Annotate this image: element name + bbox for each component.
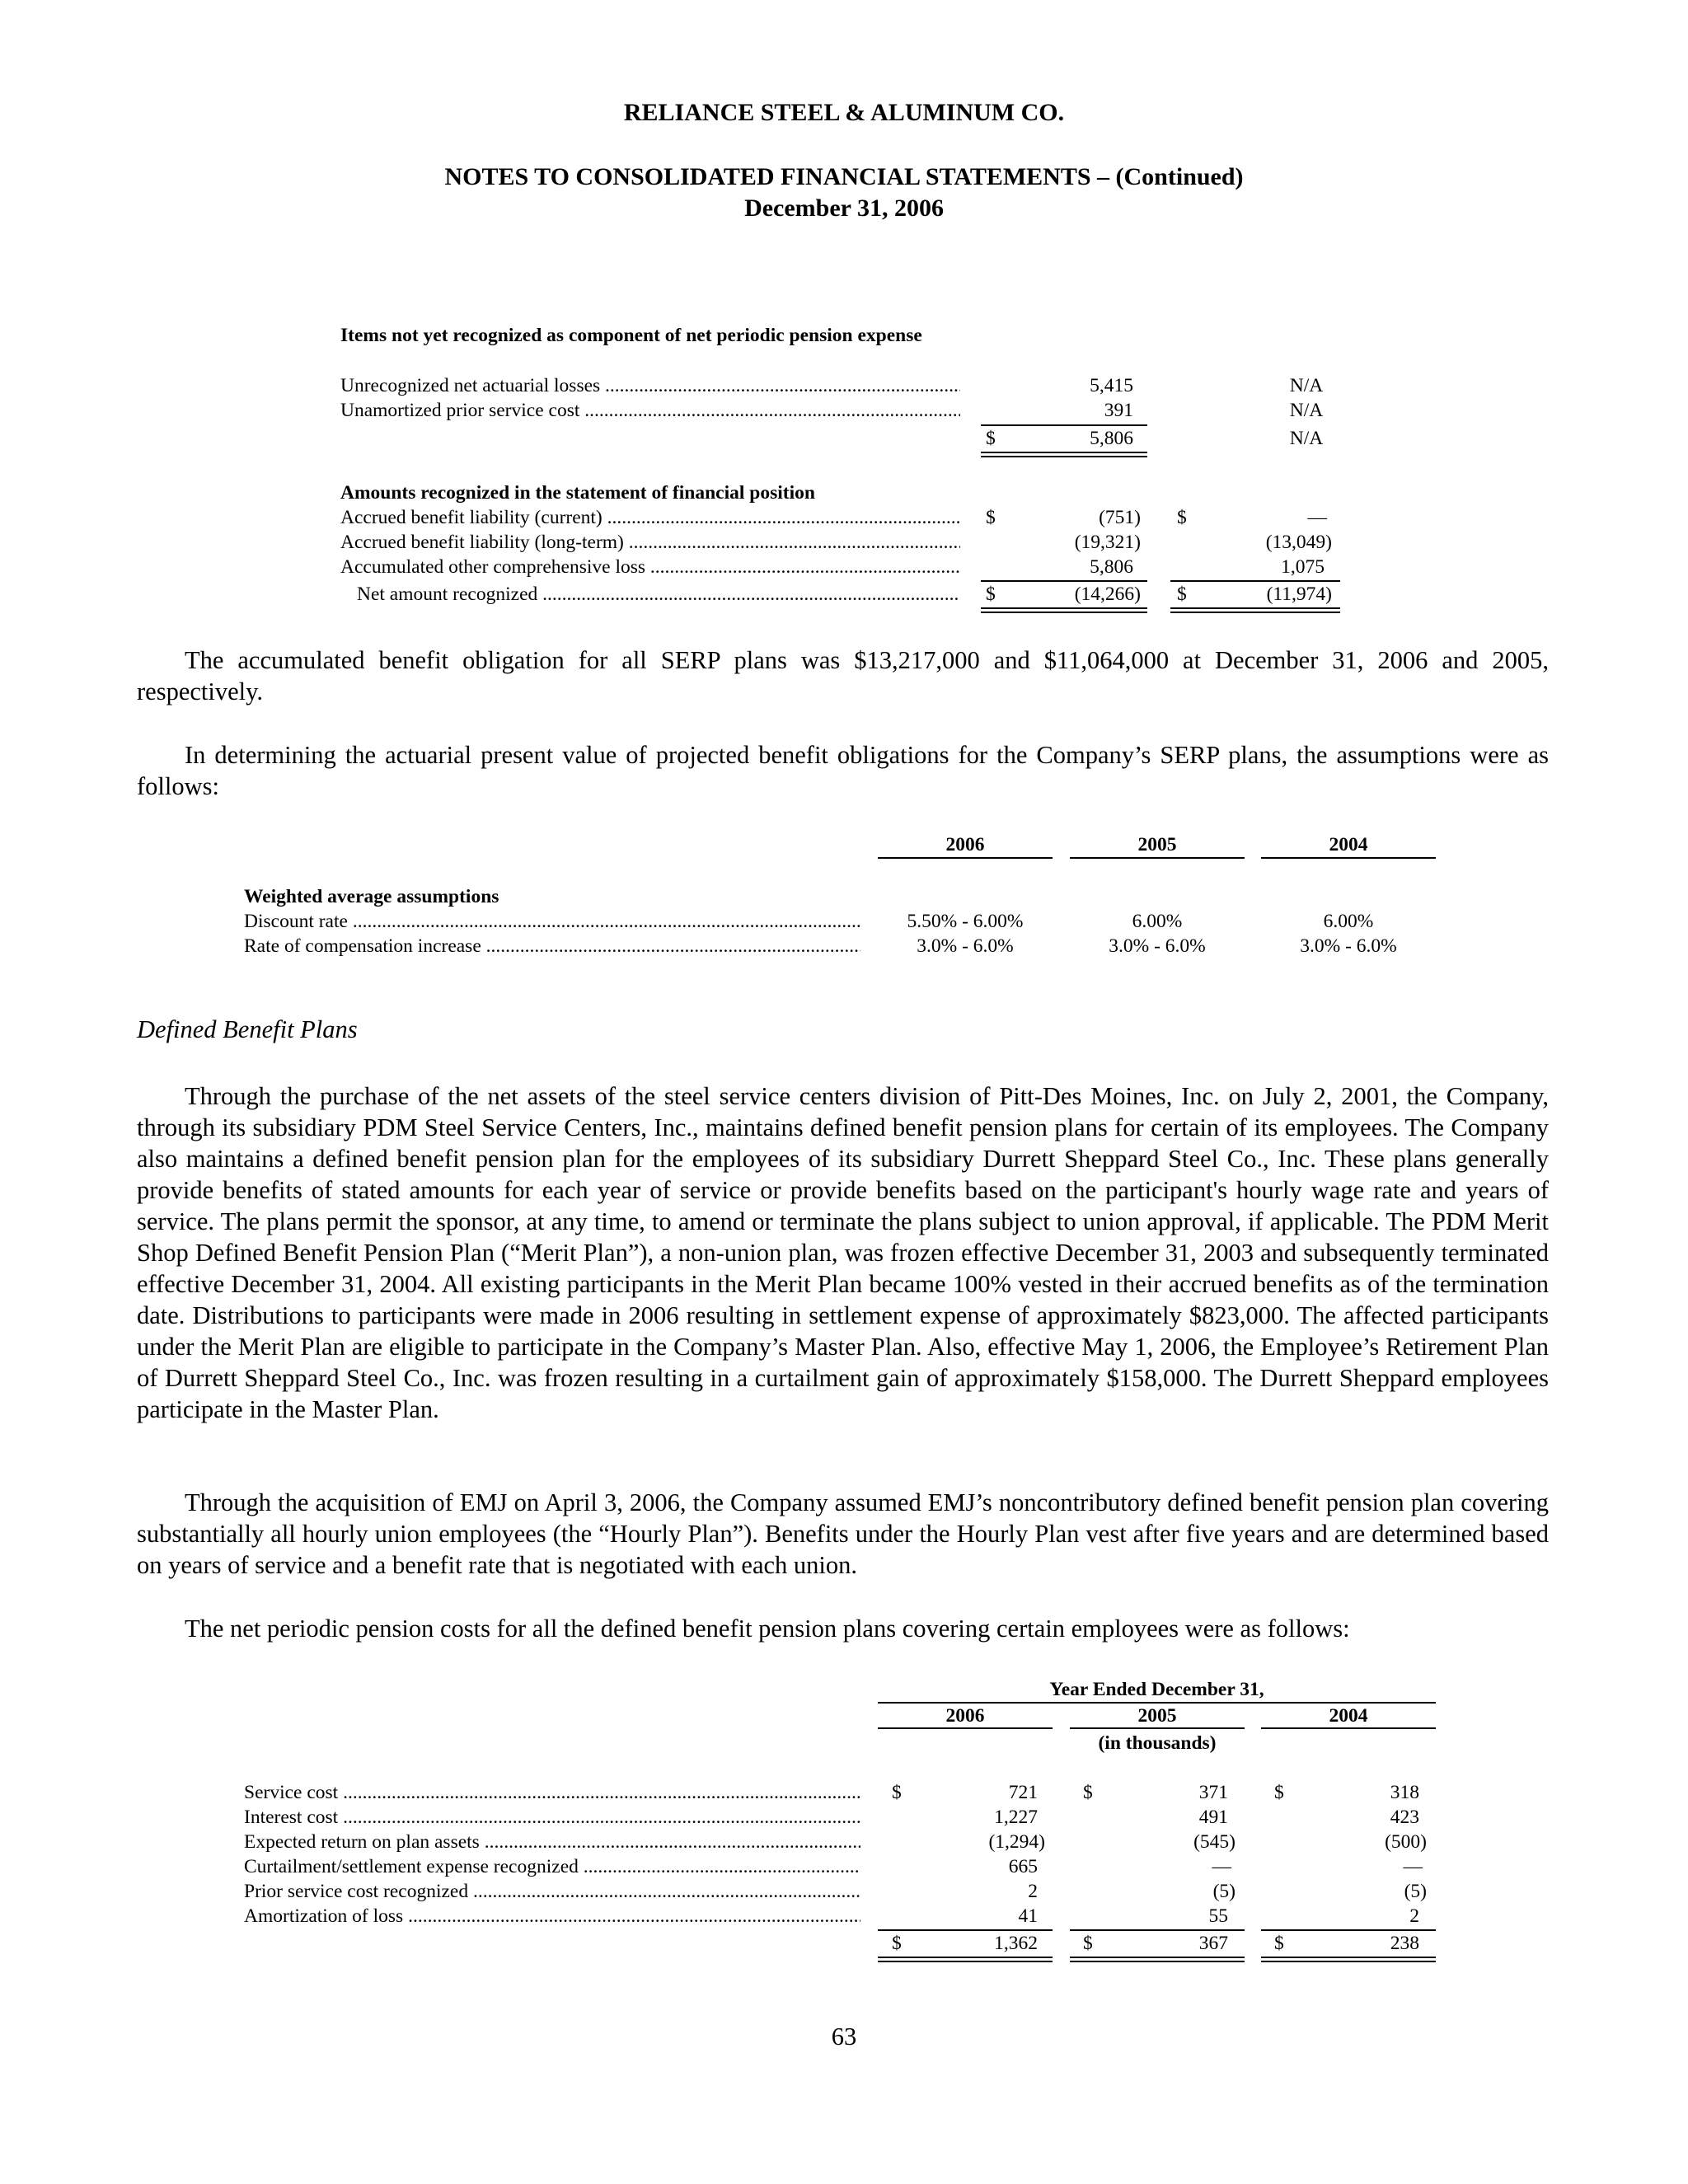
table1-row-value: 5,415 <box>1090 375 1133 396</box>
year-header: 2005 <box>1137 834 1177 855</box>
table2-value: 3.0% - 6.0% <box>1300 935 1397 957</box>
table3-row-label: Expected return on plan assets ..... <box>244 1830 860 1854</box>
table3-row-label: Curtailment/settlement expense recognized ..... <box>244 1854 860 1879</box>
table1-row-label: Accrued benefit liability (current) ..... <box>340 505 960 530</box>
table3-value: 2 <box>1028 1881 1038 1902</box>
currency-symbol: $ <box>1083 1782 1093 1803</box>
table3-value: 2 <box>1409 1905 1419 1927</box>
year-header: 2005 <box>1137 1705 1177 1727</box>
double-rule <box>981 607 1147 613</box>
currency-symbol: $ <box>892 1782 902 1803</box>
table3-value: 55 <box>1208 1905 1228 1927</box>
year-header: 2006 <box>945 1705 985 1727</box>
table1-row-value: 391 <box>1104 400 1133 421</box>
table3-value: (1,294) <box>988 1831 1045 1853</box>
table1-total-value: (14,266) <box>1074 583 1141 605</box>
section-title: Defined Benefit Plans <box>137 1015 358 1043</box>
double-rule <box>1261 1957 1436 1962</box>
table1-row-value: 1,075 <box>1281 556 1325 578</box>
table3-value: — <box>1212 1856 1231 1877</box>
table3-value: 41 <box>1018 1905 1038 1927</box>
rule <box>1070 857 1245 859</box>
table1-row-label: Accumulated other comprehensive loss ..... <box>340 555 960 579</box>
table3-value: 665 <box>1008 1856 1038 1877</box>
double-rule <box>878 1957 1053 1962</box>
table3-value: (545) <box>1193 1831 1236 1853</box>
table1-row-value: N/A <box>1289 375 1324 396</box>
company-name: RELIANCE STEEL & ALUMINUM CO. <box>623 99 1065 126</box>
table1-row-label: Accrued benefit liability (long-term) ..... <box>340 530 960 555</box>
table3-value: 371 <box>1198 1782 1228 1803</box>
statement-date: December 31, 2006 <box>744 194 944 222</box>
paragraph-net-cost-intro: The net periodic pension costs for all the defined benefit pension plans covering certain employees were as follows: <box>185 1615 1350 1643</box>
table3-value: 318 <box>1390 1782 1419 1803</box>
units-label: (in thousands) <box>1098 1732 1217 1754</box>
table1-section-a-heading: Items not yet recognized as component of net periodic pension expense <box>340 325 922 346</box>
table3-row-label: Amortization of loss ..... <box>244 1904 860 1929</box>
table3-total: 367 <box>1198 1933 1228 1954</box>
table1-row-value: 5,806 <box>1090 556 1133 578</box>
table3-value: 721 <box>1008 1782 1038 1803</box>
paragraph-assumptions-intro: In determining the actuarial present value of projected benefit obligations for the Company’s SERP plans, the assumptions were as follows: <box>137 741 1549 800</box>
rule <box>878 857 1053 859</box>
table2-value: 3.0% - 6.0% <box>1109 935 1206 957</box>
table3-value: 1,227 <box>994 1807 1038 1828</box>
table1-total-value: 5,806 <box>1090 428 1133 449</box>
year-header: 2006 <box>945 834 985 855</box>
year-header: 2004 <box>1329 1705 1368 1727</box>
currency-symbol: $ <box>1274 1782 1284 1803</box>
double-rule <box>981 452 1147 457</box>
table1-row-value: (19,321) <box>1074 532 1141 553</box>
table3-row-label: Service cost ..... <box>244 1780 860 1805</box>
currency-symbol: $ <box>1274 1933 1284 1954</box>
table2-value: 3.0% - 6.0% <box>917 935 1014 957</box>
period-heading: Year Ended December 31, <box>1049 1679 1264 1700</box>
table1-total-label: Net amount recognized ..... <box>357 582 960 607</box>
currency-symbol: $ <box>986 583 996 605</box>
table3-total: 238 <box>1390 1933 1419 1954</box>
table3-row-label: Interest cost ..... <box>244 1805 860 1830</box>
table1-row-value: (13,049) <box>1265 532 1332 553</box>
table2-value: 5.50% - 6.00% <box>907 911 1024 932</box>
paragraph-defined-benefit: Through the purchase of the net assets of the steel service centers division of Pitt-Des Moines, Inc. on July 2, 2001, the Company, through its subsidiary PDM Steel Service Centers, Inc., maintains defined benefit pension plans for certain of its employees. The Company also maintains a defined benefit pension plan for the employees of its subsidiary Durrett Sheppard Steel Co., Inc. These plans generally provide benefits of stated amounts for each year of service or provide benefits based on the participant's hourly wage rate and years of service. The plans permit the sponsor, at any time, to amend or terminate the plans subject to union approval, if applicable. The PDM Merit Shop Defined Benefit Pension Plan (“Merit Plan”), a non-union plan, was frozen effective December 31, 2003 and subsequently terminated effective December 31, 2004. All existing participants in the Merit Plan became 100% vested in their accrued benefits as of the termination date. Distributions to participants were made in 2006 resulting in settlement expense of approximately $823,000. The affected participants under the Merit Plan are eligible to participate in the Company’s Master Plan. Also, effective May 1, 2006, the Employee’s Retirement Plan of Durrett Sheppard Steel Co., Inc. was frozen resulting in a curtailment gain of approximately $158,000. The Durrett Sheppard employees participate in the Master Plan. <box>137 1082 1549 1423</box>
table1-row-value: — <box>1307 507 1327 528</box>
table2-value: 6.00% <box>1132 911 1183 932</box>
table3-total: 1,362 <box>994 1933 1038 1954</box>
table2-row-label: Rate of compensation increase ..... <box>244 934 860 958</box>
page-number: 63 <box>831 2022 857 2050</box>
table1-row-value: N/A <box>1289 400 1324 421</box>
currency-symbol: $ <box>986 428 996 449</box>
currency-symbol: $ <box>1177 583 1187 605</box>
table3-value: (5) <box>1404 1881 1427 1902</box>
year-header: 2004 <box>1329 834 1368 855</box>
table2-value: 6.00% <box>1323 911 1374 932</box>
currency-symbol: $ <box>892 1933 902 1954</box>
table1-section-b-heading: Amounts recognized in the statement of financial position <box>340 482 815 504</box>
table2-row-label: Discount rate ..... <box>244 909 860 934</box>
table3-value: 491 <box>1198 1807 1228 1828</box>
double-rule <box>1070 1957 1245 1962</box>
table1-row-label: Unrecognized net actuarial losses ..... <box>340 373 960 398</box>
table1-row-value: (751) <box>1099 507 1141 528</box>
table2-heading: Weighted average assumptions <box>244 886 499 907</box>
currency-symbol: $ <box>1177 507 1187 528</box>
rule <box>1070 1727 1245 1729</box>
table1-total-value: (11,974) <box>1266 583 1332 605</box>
currency-symbol: $ <box>986 507 996 528</box>
table3-value: 423 <box>1390 1807 1419 1828</box>
double-rule <box>1170 607 1340 613</box>
table3-row-label: Prior service cost recognized ..... <box>244 1879 860 1904</box>
paragraph-emj: Through the acquisition of EMJ on April 3, 2006, the Company assumed EMJ’s noncontributory defined benefit pension plan covering substantially all hourly union employees (the “Hourly Plan”). Benefits under the Hourly Plan vest after five years and are determined based on years of service and a benefit rate that is negotiated with each union. <box>137 1488 1549 1579</box>
rule <box>1261 1727 1436 1729</box>
table3-value: (5) <box>1212 1881 1236 1902</box>
table1-total-value: N/A <box>1289 428 1324 449</box>
rule <box>878 1727 1053 1729</box>
table3-value: — <box>1403 1856 1423 1877</box>
table3-value: (500) <box>1385 1831 1427 1853</box>
page-title: NOTES TO CONSOLIDATED FINANCIAL STATEMENTS – (Continued) <box>444 163 1244 190</box>
rule <box>1261 857 1436 859</box>
currency-symbol: $ <box>1083 1933 1093 1954</box>
paragraph-abo: The accumulated benefit obligation for all SERP plans was $13,217,000 and $11,064,000 at December 31, 2006 and 2005, respectively. <box>137 646 1549 705</box>
table1-row-label: Unamortized prior service cost ..... <box>340 398 960 423</box>
